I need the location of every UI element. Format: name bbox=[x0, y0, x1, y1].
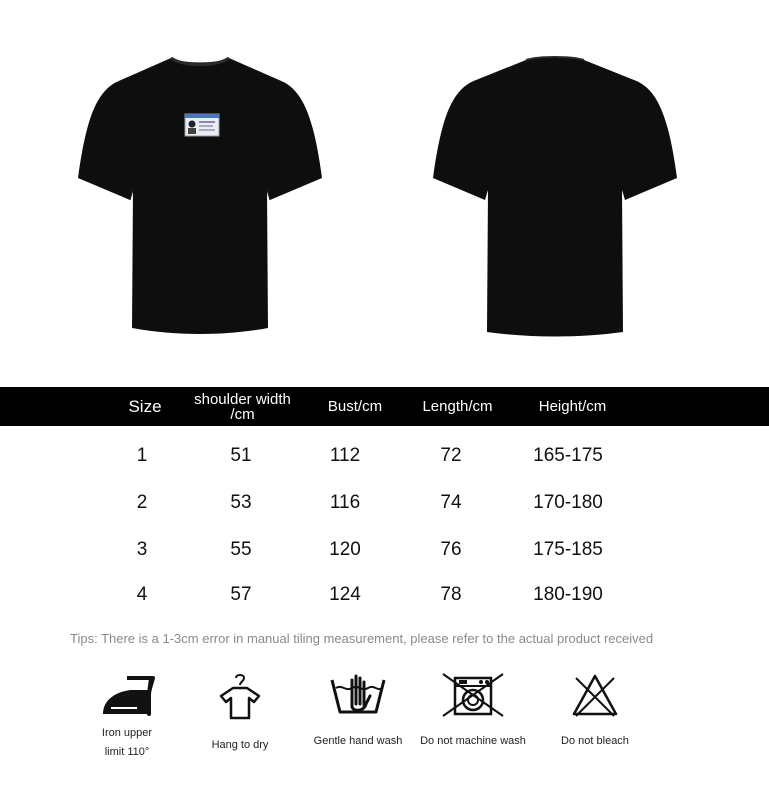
cell-size: 2 bbox=[136, 492, 148, 513]
cell-height: 180-190 bbox=[533, 584, 603, 605]
iron-icon bbox=[97, 672, 157, 718]
care-label-no-machine-wash: Do not machine wash bbox=[420, 735, 526, 747]
tshirt-back-image bbox=[430, 50, 680, 340]
table-row bbox=[0, 488, 769, 518]
care-item-no-machine-wash bbox=[413, 672, 533, 751]
cell-length: 76 bbox=[440, 539, 462, 560]
cell-size: 3 bbox=[136, 539, 148, 560]
cell-height: 170-180 bbox=[533, 492, 603, 513]
cell-length: 74 bbox=[440, 492, 462, 513]
care-label-hand-wash: Gentle hand wash bbox=[313, 735, 403, 747]
table-row bbox=[0, 535, 769, 565]
header-length: Length/cm bbox=[422, 398, 493, 415]
cell-shoulder: 51 bbox=[230, 445, 252, 466]
cell-size: 4 bbox=[136, 584, 148, 605]
cell-bust: 120 bbox=[329, 539, 361, 560]
care-label-hang: Hang to dry bbox=[211, 739, 269, 751]
cell-shoulder: 53 bbox=[230, 492, 252, 513]
size-table-header bbox=[0, 387, 769, 426]
header-size: Size bbox=[128, 397, 162, 416]
tshirt-front-image bbox=[75, 50, 325, 340]
care-label-no-bleach: Do not bleach bbox=[561, 735, 629, 747]
cell-size: 1 bbox=[136, 445, 148, 466]
hanger-icon bbox=[217, 672, 263, 722]
header-shoulder-line2: /cm bbox=[230, 405, 255, 423]
care-label-iron-line2: limit 110° bbox=[104, 746, 150, 758]
hand-wash-icon bbox=[328, 672, 388, 718]
care-item-hand-wash bbox=[298, 672, 418, 751]
cell-height: 165-175 bbox=[533, 445, 603, 466]
care-item-iron bbox=[67, 672, 187, 762]
care-item-no-bleach bbox=[535, 672, 655, 751]
no-bleach-icon bbox=[570, 672, 620, 718]
cell-length: 78 bbox=[440, 584, 462, 605]
cell-length: 72 bbox=[440, 445, 462, 466]
cell-height: 175-185 bbox=[533, 539, 603, 560]
cell-shoulder: 55 bbox=[230, 539, 252, 560]
cell-shoulder: 57 bbox=[230, 584, 252, 605]
cell-bust: 124 bbox=[329, 584, 361, 605]
id-card-patch bbox=[185, 114, 219, 136]
header-shoulder-width bbox=[180, 387, 305, 426]
cell-bust: 112 bbox=[329, 445, 361, 466]
care-item-hang bbox=[180, 672, 300, 755]
header-height: Height/cm bbox=[538, 398, 607, 415]
cell-bust: 116 bbox=[329, 492, 361, 513]
care-label-iron-line1: Iron upper bbox=[101, 727, 153, 739]
table-row bbox=[0, 441, 769, 471]
no-machine-wash-icon bbox=[441, 672, 505, 718]
header-shoulder-line1: shoulder width bbox=[194, 390, 291, 408]
table-row bbox=[0, 580, 769, 610]
measurement-tips: Tips: There is a 1-3cm error in manual tiling measurement, please refer to the actual product received bbox=[70, 631, 654, 646]
header-bust: Bust/cm bbox=[327, 398, 383, 415]
